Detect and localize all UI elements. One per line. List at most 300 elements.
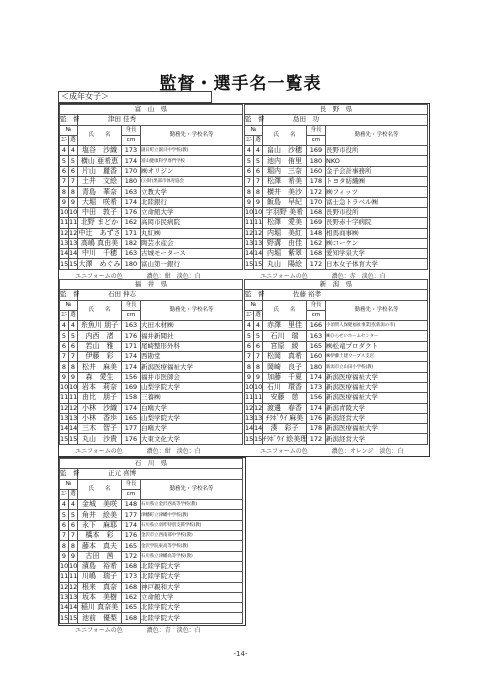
player-org: 石川県立羽咋特別支援学校(教) [141,520,243,530]
player-height: 160 [307,166,326,176]
player-height: 168 [122,561,141,571]
player-number: 5 [254,331,263,341]
uniform-number: 14 [245,249,254,258]
player-height: 162 [122,592,141,602]
col-no: № [245,125,263,135]
player-height: 171 [122,228,141,238]
player-name: 大澤 めぐみ [78,259,121,268]
table-row [245,362,428,372]
player-org: ㈱伊藤土建ウーブス支店 [326,352,428,362]
table-row [245,228,428,238]
player-height: 172 [122,551,141,561]
player-height: 180 [122,177,141,187]
player-number: 4 [69,500,78,510]
table-row [60,582,243,592]
player-name: 岩本 莉奈 [78,382,122,392]
player-number: 9 [69,551,78,561]
col-height: 身長 [122,125,141,135]
player-height: 170 [122,166,141,176]
player-height: 172 [307,434,326,444]
player-height: 169 [307,146,326,156]
player-org: 山梨学院大学 [141,413,243,423]
col-name: 氏 名 [263,300,307,321]
table-row [60,249,243,259]
col-height: 身長 [122,300,141,310]
table-row [60,218,243,228]
table-row [60,520,243,530]
player-org: 山梨学院大学 [141,382,243,392]
player-name: 角井 絵美 [78,510,122,520]
uniform-number: 14 [60,249,69,258]
uniform-number: 13 [60,239,69,247]
uniform-number: 9 [60,372,69,382]
uniform-number: 12 [60,228,69,237]
player-number: 6 [254,341,263,351]
player-number: 8 [254,187,263,197]
table-row [245,413,428,423]
table-row [245,393,428,403]
uniform-number: 12 [245,403,254,412]
table-row [60,403,243,413]
player-number: 5 [69,510,78,520]
table-row [245,166,428,176]
player-number: 9 [69,197,78,207]
uniform-number: 4 [245,146,254,156]
table-row [60,321,243,331]
table-row [245,218,428,228]
player-name: 丸山 沙貴 [78,434,122,444]
player-org: 三養㈱ [141,393,243,403]
player-name: 坂本 美樹 [78,592,122,602]
player-name: ﾁﾗﾎﾞｳｲ 麻美 [263,413,307,423]
table-row [60,177,243,187]
player-height: 169 [307,218,326,228]
prefecture-row [60,105,243,115]
player-name: 小林 沙織 [78,403,122,413]
player-name: 堀内 三奈 [263,166,307,176]
col-height-unit: cm [307,135,326,145]
table-row [60,413,243,423]
player-height: 176 [122,331,141,341]
player-org: ㈱コーケン [326,238,428,248]
player-name: 高嶋 真由美 [78,238,122,248]
roster-table [244,279,428,445]
player-name: 大堀 咲希 [78,197,122,207]
coach-label: 監 督 [60,469,80,478]
player-number: 6 [69,166,78,176]
player-height: 165 [122,413,141,423]
col-uniform-no: ﾕﾆ [60,489,69,499]
player-name: 中田 敦子 [78,207,122,217]
player-height: 168 [122,613,141,623]
table-row [60,531,243,541]
player-number: 11 [69,218,78,227]
player-height: 178 [307,424,326,434]
player-height: 176 [122,434,141,444]
col-height: 身長 [307,125,326,135]
player-number: 12 [69,403,78,412]
player-org: 白鴎大学 [141,424,243,434]
uniform-number: 11 [245,393,254,402]
table-row [245,156,428,166]
player-name: 松澤 希美 [263,177,307,187]
player-org: 北陸学院大学 [141,603,243,613]
player-org: 金沢学院東高等学校(教) [141,541,243,551]
player-height: 162 [307,238,326,248]
uniform-number: 10 [245,383,254,392]
player-number: 11 [69,572,78,581]
player-height: 174 [122,197,141,207]
player-org: 相馬商事㈱ [326,228,428,238]
player-number: 9 [69,372,78,382]
player-number: 15 [254,259,263,268]
player-number: 12 [254,228,263,237]
player-number: 15 [69,434,78,443]
player-number: 11 [254,393,263,402]
table-row [245,352,428,362]
coach-row [60,469,243,479]
player-height: 163 [122,249,141,259]
page-number: -14- [233,650,248,658]
coach-name: 津田 佳秀 [78,115,243,125]
uniform-colors: ユニフォームの色 濃色：赤 淡色：白 [260,272,386,280]
uniform-number: 4 [245,321,254,331]
player-name: 糸魚川 朋子 [78,321,122,331]
col-height-unit: cm [307,310,326,320]
coach-label: 監 督 [60,115,80,124]
player-org: 富山健康科学専門学校 [141,156,243,166]
col-player-no: 選 [69,310,78,320]
player-org: 新潟医療福祉大学 [326,372,428,382]
table-row [60,341,243,351]
player-number: 9 [254,372,263,382]
player-org: 新潟経営大学 [326,413,428,423]
player-number: 7 [254,177,263,187]
col-height-unit: cm [122,310,141,320]
uniform-number: 5 [245,156,254,166]
player-height: 174 [122,352,141,362]
player-org: 北陸学院大学 [141,572,243,582]
player-height: 178 [307,177,326,187]
table-row [60,372,243,382]
uniform-number: 5 [60,156,69,166]
uniform-number: 14 [60,603,69,612]
uniform-number: 7 [245,352,254,362]
player-org: 石川県立金沢西高等学校(教) [141,500,243,510]
player-number: 13 [254,414,263,422]
uniform-colors: ユニフォームの色 濃色：青 淡色：白 [75,626,201,634]
table-row [60,259,243,269]
player-number: 14 [69,249,78,258]
player-number: 5 [254,156,263,166]
player-org: 新潟市立山田小学校(教) [326,362,428,372]
player-org: 神戸親和大学 [141,582,243,592]
uniform-colors: ユニフォームの色 濃色：紺 淡色：白 [75,272,201,280]
player-number: 4 [69,146,78,156]
player-height: 174 [122,156,141,166]
roster-panel-nagano [244,104,427,280]
col-name: 氏 名 [78,125,122,146]
player-org: 大東文化大学 [141,434,243,444]
prefecture-row [245,280,428,290]
uniform-number: 11 [60,572,69,581]
player-org: 大田木材㈱ [141,321,243,331]
player-org: 尾崎整形外科 [141,341,243,351]
player-name: 野溝 由佳 [263,238,307,248]
player-name: 土井 文絵 [78,177,122,187]
player-number: 13 [254,239,263,247]
table-row [245,238,428,248]
roster-panel-ishikawa [59,458,242,634]
player-name: 池内 侑里 [263,156,307,166]
roster-panel-fukui [59,279,242,455]
prefecture-name: 福 井 県 [60,280,243,290]
uniform-number: 5 [60,331,69,341]
coach-row [60,115,243,125]
player-name: 金城 美咲 [78,500,122,510]
coach-label: 監 督 [245,115,265,124]
player-name: 伊藤 彩 [78,352,122,362]
col-height-unit: cm [122,489,141,499]
uniform-number: 5 [60,510,69,520]
player-number: 8 [69,362,78,372]
column-header-row [245,300,428,310]
player-height: 168 [122,582,141,592]
coach-name: 島田 功 [263,115,428,125]
player-number: 5 [69,331,78,341]
player-name: 根来 真奈 [78,582,122,592]
player-number: 15 [69,259,78,268]
player-height: 171 [122,341,141,351]
uniform-number: 13 [60,593,69,601]
player-name: 畠山 沙穂 [263,146,307,156]
prefecture-row [60,280,243,290]
player-org: 北陸学院大学 [141,613,243,623]
uniform-number: 8 [60,362,69,372]
player-height: 160 [307,352,326,362]
player-number: 4 [254,146,263,156]
player-org: 日本女子体育大学 [326,259,428,269]
col-no: № [245,300,263,310]
player-height: 163 [122,187,141,197]
col-org: 勤務先・学校名等 [141,125,243,146]
column-header-row [60,125,243,135]
table-row [60,592,243,602]
uniform-number: 7 [60,352,69,362]
player-org: ㈱ひらせいホームセンター [326,331,428,341]
player-name: 藤本 真夫 [78,541,122,551]
uniform-number: 4 [60,500,69,510]
player-number: 6 [254,166,263,176]
player-org: 長野市役所 [326,146,428,156]
player-name: 丸山 陽絵 [263,259,307,269]
uniform-number: 8 [60,541,69,551]
player-org: 北陸銀行 [141,197,243,207]
column-header-row [245,125,428,135]
player-name: 加藤 千夏 [263,372,307,382]
col-height-unit: cm [122,135,141,145]
player-org: 長野赤十字病院 [326,218,428,228]
player-name: 渡邊 春香 [263,403,307,413]
player-number: 10 [254,208,263,217]
player-name: 青島 華奈 [78,187,122,197]
player-height: 170 [307,197,326,207]
player-name: 飯島 早紀 [263,197,307,207]
player-name: 小林 香歩 [78,413,122,423]
player-name: 安藤 慈 [263,393,307,403]
player-org: 白鴎大学 [141,403,243,413]
player-org: 新潟医療福祉大学 [326,393,428,403]
player-height: 176 [122,531,141,541]
uniform-number: 9 [60,197,69,207]
table-row [245,382,428,392]
player-height: 162 [122,218,141,228]
col-height: 身長 [122,479,141,489]
player-org: ㈱オリジン [141,166,243,176]
player-org: トヨタ紡織㈱ [326,177,428,187]
player-number: 11 [254,218,263,227]
uniform-number: 9 [245,197,254,207]
coach-name: 正元 喜博 [78,469,243,479]
uniform-number: 12 [245,228,254,237]
player-org: 小須賀人保健福祉事業団(新潟の市) [326,321,428,331]
uniform-number: 11 [245,218,254,227]
player-name: 横井 美沙 [263,187,307,197]
coach-label: 監 督 [60,290,80,299]
player-number: 8 [254,362,263,372]
table-row [60,166,243,176]
table-row [245,424,428,434]
player-height: 156 [307,393,326,403]
player-name: 松岡 真希 [263,352,307,362]
table-row [245,434,428,444]
player-name: 若山 雅 [78,341,122,351]
col-name: 氏 名 [263,125,307,146]
player-number: 8 [69,541,78,551]
prefecture-name: 新 潟 県 [245,280,428,290]
player-org: 長野市役所 [326,207,428,217]
col-org: 勤務先・学校名等 [141,479,243,500]
uniform-number: 6 [245,166,254,176]
uniform-number: 10 [60,383,69,392]
player-number: 10 [69,562,78,571]
uniform-number: 13 [245,414,254,422]
col-uniform-no: ﾕﾆ [245,135,254,145]
player-name: ﾁﾗﾎﾞｳｲ 絵美理 [263,434,308,443]
uniform-number: 11 [60,218,69,227]
player-org: 新潟青陵大学 [326,403,428,413]
player-height: 163 [307,331,326,341]
col-no: № [60,479,78,489]
table-row [60,603,243,613]
uniform-number: 15 [245,259,254,268]
player-number: 10 [254,383,263,392]
player-name: 川嶋 瑞子 [78,572,122,582]
uniform-colors: ユニフォームの色 濃色：オレンジ 淡色：白 [260,447,404,455]
uniform-number: 15 [245,434,254,443]
player-name: 稲川 真奈美 [78,603,122,613]
player-org: 福井市医師会 [141,372,243,382]
col-player-no: 選 [69,489,78,499]
player-name: 中辻 あずさ [78,228,121,237]
player-org: ㈱松竜プロダクト [326,341,428,351]
table-row [60,500,243,510]
col-player-no: 選 [254,310,263,320]
table-row [245,207,428,217]
player-name: 橋本 彩 [78,531,122,541]
table-row [60,613,243,623]
player-height: 177 [122,510,141,520]
table-row [60,551,243,561]
player-org: 丸紅㈱ [141,228,243,238]
player-name: 横山 亜希恵 [78,156,122,166]
player-number: 4 [254,321,263,331]
player-org: 金子会計事務所 [326,166,428,176]
roster-table [59,458,243,624]
player-height: 168 [307,249,326,259]
coach-row [60,290,243,300]
player-name: 岡崎 良子 [263,362,307,372]
player-height: 173 [307,382,326,392]
player-height: 148 [122,500,141,510]
table-row [60,197,243,207]
player-name: 北野 まどか [78,218,122,228]
column-header-row [60,300,243,310]
player-org: 新潟経営大学 [326,434,428,444]
player-org: 新潟医療福祉大学 [326,382,428,392]
table-row [60,382,243,392]
player-name: 宮原 綾 [263,341,307,351]
prefecture-name: 富 山 県 [60,105,243,115]
player-height: 174 [122,520,141,530]
table-row [245,341,428,351]
player-name: 湊 彩子 [263,424,307,434]
roster-table [59,104,243,270]
player-number: 10 [69,208,78,217]
uniform-number: 8 [245,187,254,197]
uniform-number: 14 [245,424,254,433]
player-org: ㈱フィッツ [326,187,428,197]
table-row [60,362,243,372]
player-number: 8 [69,187,78,197]
player-height: 176 [122,207,141,217]
coach-label: 監 督 [245,290,265,299]
player-org: 金沢市立西南部中学校(教) [141,531,243,541]
uniform-number: 6 [60,341,69,351]
coach-name: 佐藤 裕孝 [263,290,428,300]
player-org: 富士急トラベル㈱ [326,197,428,207]
player-height: 182 [122,238,141,248]
table-row [245,146,428,156]
player-name: 中川 千穂 [78,249,122,259]
player-name: 石川 瑞 [263,331,307,341]
player-org: 愛知学泉大学 [326,249,428,259]
table-row [60,228,243,238]
uniform-number: 7 [60,531,69,541]
player-org: 立命館大学 [141,207,243,217]
player-number: 5 [69,156,78,166]
uniform-number: 8 [245,362,254,372]
player-height: 169 [122,382,141,392]
player-name: 古田 茜 [78,551,122,561]
col-name: 氏 名 [78,300,122,321]
player-height: 165 [122,603,141,613]
uniform-number: 11 [60,393,69,402]
player-number: 6 [69,520,78,530]
uniform-number: 4 [60,146,69,156]
player-name: 片山 麗香 [78,166,122,176]
player-name: 石川 環香 [263,382,307,392]
